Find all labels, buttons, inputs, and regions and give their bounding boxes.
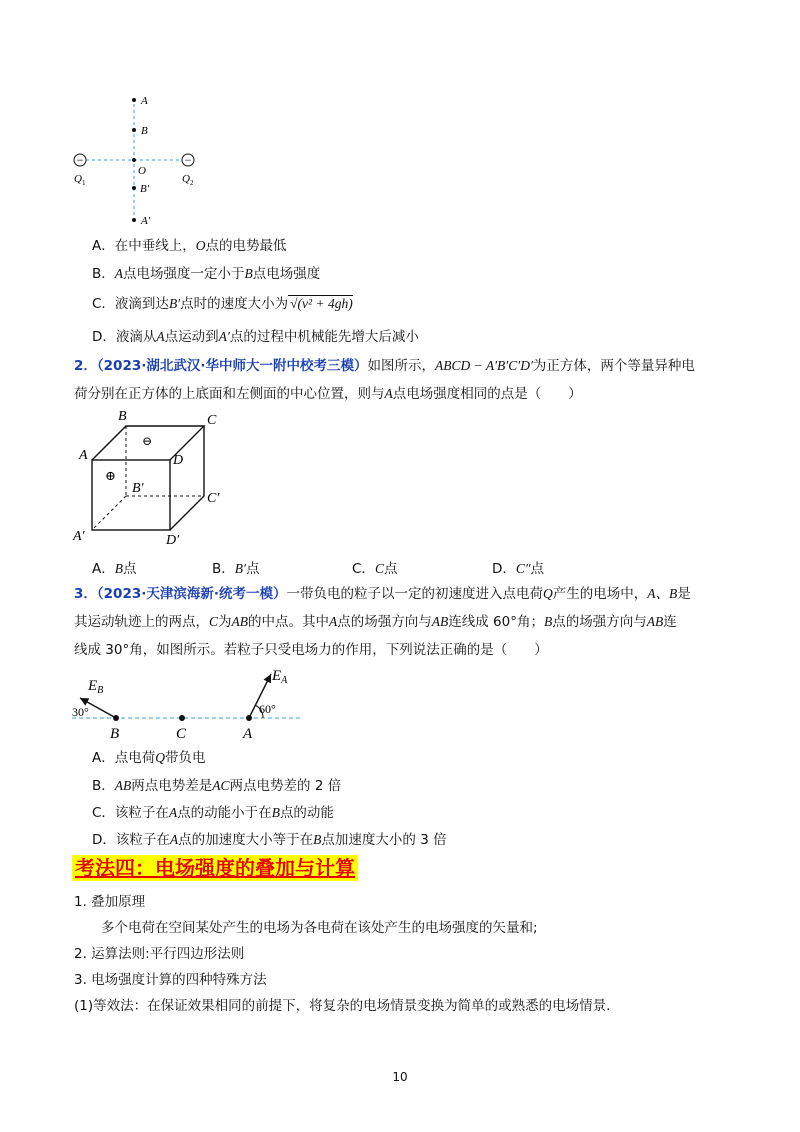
cube-label-a: A bbox=[79, 448, 88, 463]
section-item-1-body: 多个电荷在空间某处产生的电场为各电荷在该处产生的电场强度的矢量和; bbox=[101, 920, 538, 936]
q3-stem-line3: 线成 30°角，如图所示。若粒子只受电场力的作用，下列说法正确的是（ ） bbox=[74, 642, 548, 658]
q1-option-c: C．液滴到达B′点时的速度大小为 √(v² + 4gh) bbox=[92, 296, 353, 312]
cube-front-face bbox=[92, 460, 170, 530]
cube-hidden-edge bbox=[92, 496, 126, 530]
point-c-dot bbox=[179, 715, 185, 721]
q2-stem-line2: 荷分别在正方体的上底面和左侧面的中心位置，则与A点电场强度相同的点是（ ） bbox=[74, 386, 582, 402]
label-bp: B′ bbox=[140, 183, 150, 195]
label-eb: $E_B$ bbox=[88, 678, 104, 696]
label-c: C bbox=[176, 726, 187, 742]
label-a: A bbox=[141, 95, 148, 107]
label-q1: $Q_1$ bbox=[74, 173, 86, 187]
q1-option-b: B．A点电场强度一定小于B点电场强度 bbox=[92, 266, 321, 282]
charge-q2-sign: − bbox=[184, 153, 192, 167]
label-b: B bbox=[141, 125, 148, 137]
section-title: 考法四：电场强度的叠加与计算 bbox=[72, 855, 358, 881]
q2-option-d: D．C″点 bbox=[492, 561, 545, 577]
section-item-1: 1. 叠加原理 bbox=[74, 894, 146, 910]
label-ap: A′ bbox=[141, 215, 151, 227]
figure-3-field bbox=[68, 664, 308, 744]
q1-option-d: D．液滴从A点运动到A′点的过程中机械能先增大后减小 bbox=[92, 329, 419, 345]
q2-source: （2023·湖北武汉·华中师大一附中校考三模） bbox=[96, 358, 368, 374]
label-angle-30: 30° bbox=[72, 705, 89, 719]
q2-stem-line1: 2．（2023·湖北武汉·华中师大一附中校考三模）如图所示，ABCD − A′B′C′D′为正方体，两个等量异种电 bbox=[74, 358, 695, 374]
label-b: B bbox=[110, 726, 120, 742]
label-o: O bbox=[138, 165, 146, 177]
positive-charge-icon: ⊕ bbox=[105, 468, 116, 483]
label-q2: $Q_2$ bbox=[182, 173, 194, 187]
q3-option-a: A．点电荷Q带负电 bbox=[92, 750, 206, 766]
charge-q1-sign: − bbox=[76, 153, 84, 167]
q3-option-c: C．该粒子在A点的动能小于在B点的动能 bbox=[92, 805, 334, 821]
label-ea: $E_A$ bbox=[272, 668, 288, 686]
q3-option-d: D．该粒子在A点的加速度大小等于在B点加速度大小的 3 倍 bbox=[92, 832, 447, 848]
point-ap-dot bbox=[132, 218, 136, 222]
negative-charge-icon: ⊖ bbox=[142, 434, 153, 448]
section-item-2: 2. 运算法则:平行四边形法则 bbox=[74, 946, 245, 962]
q3-source: （2023·天津滨海新·统考一模） bbox=[96, 586, 287, 602]
point-b-dot bbox=[132, 128, 136, 132]
label-angle-60: 60° bbox=[259, 702, 276, 716]
cube-label-dp: D′ bbox=[166, 533, 180, 548]
q2-option-b: B．B′点 bbox=[212, 561, 260, 577]
cube-right-face bbox=[170, 426, 204, 530]
figure-1-charges bbox=[60, 88, 220, 238]
cube-label-ap: A′ bbox=[73, 529, 85, 544]
cube-label-d: D bbox=[173, 453, 184, 468]
cube-label-b: B bbox=[118, 409, 127, 424]
q2-option-c: C．C点 bbox=[352, 561, 398, 577]
q3-stem-line1: 3．（2023·天津滨海新·统考一模）一带负电的粒子以一定的初速度进入点电荷Q产生的电场中，A、B是 bbox=[74, 586, 691, 602]
page-number: 10 bbox=[392, 1070, 408, 1084]
cube-label-cp: C′ bbox=[207, 491, 220, 506]
q3-stem-line2: 其运动轨迹上的两点，C为AB的中点。其中A点的场强方向与AB连线成 60°角；B点的场强方向与AB连 bbox=[74, 614, 677, 630]
cube-label-c: C bbox=[207, 413, 217, 428]
q1-option-a: A．在中垂线上，O点的电势最低 bbox=[92, 238, 287, 254]
sqrt-formula: √(v² + 4gh) bbox=[290, 296, 353, 311]
section-item-3-1: (1)等效法：在保证效果相同的前提下，将复杂的电场情景变换为简单的或熟悉的电场情景. bbox=[74, 998, 611, 1014]
figure-2-cube bbox=[70, 404, 240, 554]
point-o-dot bbox=[132, 158, 136, 162]
section-item-3: 3. 电场强度计算的四种特殊方法 bbox=[74, 972, 267, 988]
point-bp-dot bbox=[132, 186, 136, 190]
q2-option-a: A．B点 bbox=[92, 561, 137, 577]
point-a-dot bbox=[132, 98, 136, 102]
label-a: A bbox=[243, 726, 253, 742]
q3-option-b: B．AB两点电势差是AC两点电势差的 2 倍 bbox=[92, 778, 342, 794]
cube-label-bp: B′ bbox=[132, 481, 144, 496]
